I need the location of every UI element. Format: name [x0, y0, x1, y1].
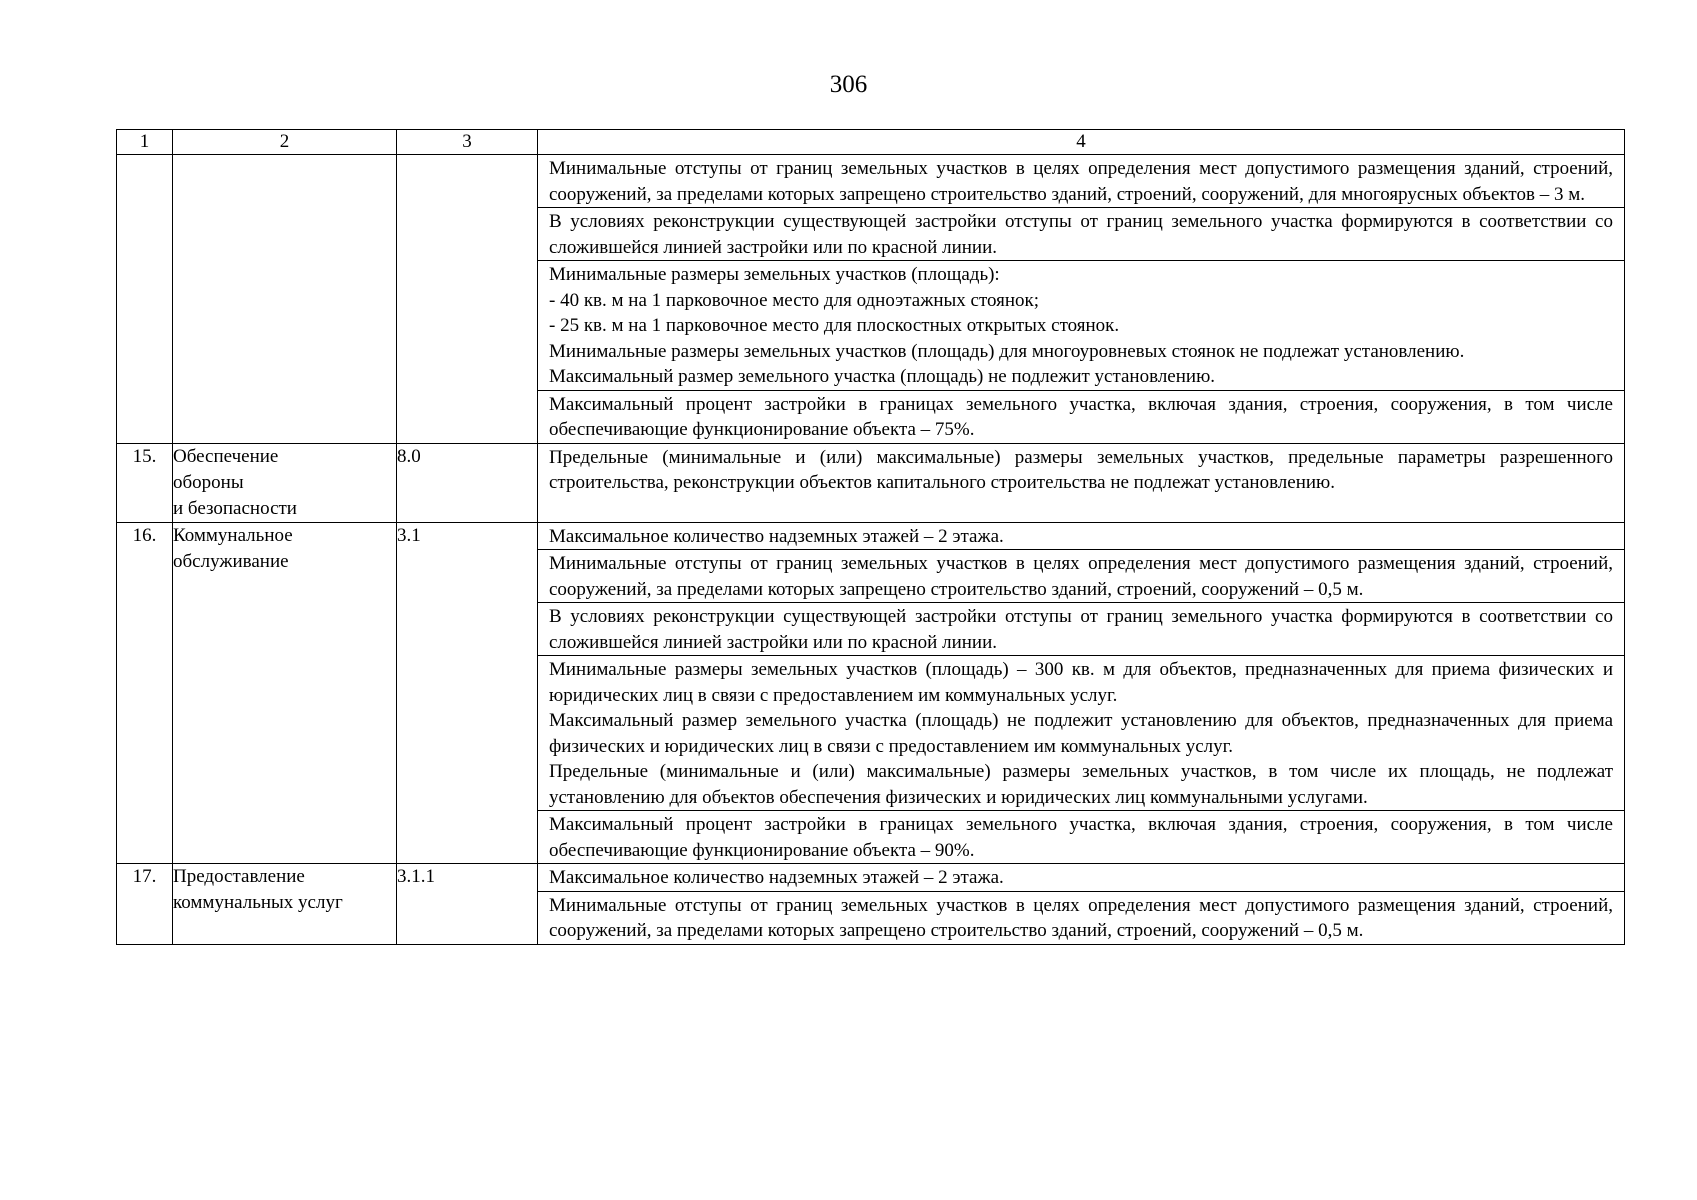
requirement-paragraph: Минимальные отступы от границ земельных участков в целях определения мест допустимого размещения зданий, строений, сооружений, за пределами которых запрещено строительство зданий, строений, сооружений – 0,5 м. — [549, 553, 1613, 600]
table-row — [117, 864, 1625, 945]
table-header — [117, 130, 1625, 155]
row-number — [117, 155, 173, 444]
requirements-cell — [538, 155, 1625, 444]
requirement-block — [538, 655, 1624, 810]
requirement-paragraph: Максимальный размер земельного участка (площадь) не подлежит установлению для объектов, предназначенных для приема физических и юридических лиц в связи с предоставлением им коммунальных услуг. — [549, 710, 1613, 757]
requirement-paragraph: Предельные (минимальные и (или) максимальные) размеры земельных участков, в том числе их площадь, не подлежат установлению для объектов обеспечения физических и юридических лиц коммунальными услугами. — [549, 761, 1613, 808]
land-use-name — [173, 522, 397, 864]
land-use-name — [173, 443, 397, 522]
requirements-cell — [538, 864, 1625, 945]
requirement-paragraph: Минимальные размеры земельных участков (площадь): — [549, 264, 1000, 285]
requirement-paragraph: - 25 кв. м на 1 парковочное место для плоскостных открытых стоянок. — [549, 315, 1120, 336]
requirement-paragraph: Предельные (минимальные и (или) максимальные) размеры земельных участков, предельные параметры разрешенного строительства, реконструкции объектов капитального строительства не подлежат установлению. — [549, 446, 1613, 493]
requirement-block — [538, 549, 1624, 602]
requirement-block — [538, 864, 1624, 891]
header-col-1: 1 — [117, 130, 173, 155]
requirement-block — [538, 207, 1624, 260]
land-use-code — [397, 155, 538, 444]
requirement-block — [538, 523, 1624, 550]
requirements-cell — [538, 522, 1625, 864]
land-use-name-line: Предоставление — [173, 866, 305, 887]
requirement-paragraph: Минимальные отступы от границ земельных участков в целях определения мест допустимого размещения зданий, строений, сооружений, за пределами которых запрещено строительство зданий, строений, сооружений – 0,5 м. — [549, 894, 1613, 941]
requirement-block — [538, 810, 1624, 863]
table-row — [117, 155, 1625, 444]
land-use-name-line: и безопасности — [173, 497, 297, 519]
requirement-paragraph: - 40 кв. м на 1 парковочное место для одноэтажных стоянок; — [549, 289, 1040, 311]
row-number: 16. — [117, 522, 173, 864]
row-number: 15. — [117, 443, 173, 522]
table-row — [117, 443, 1625, 522]
land-use-code: 3.1.1 — [397, 864, 538, 945]
header-col-2: 2 — [173, 130, 397, 155]
table-row — [117, 522, 1625, 864]
requirement-paragraph: В условиях реконструкции существующей застройки отступы от границ земельного участка формируются в соответствии со сложившейся линией застройки или по красной линии. — [549, 606, 1613, 653]
requirements-cell — [538, 443, 1625, 522]
requirement-paragraph: Минимальные размеры земельных участков (площадь) для многоуровневых стоянок не подлежат установлению. — [549, 340, 1465, 362]
requirement-block — [538, 260, 1624, 390]
land-use-code: 3.1 — [397, 522, 538, 864]
requirement-paragraph: Максимальное количество надземных этажей – 2 этажа. — [549, 525, 1004, 547]
land-use-name — [173, 155, 397, 444]
land-use-code: 8.0 — [397, 443, 538, 522]
requirement-paragraph: Максимальный процент застройки в границах земельного участка, включая здания, строения, сооружения, в том числе обеспечивающие функционирование объекта – 75%. — [549, 393, 1613, 440]
land-use-name-line: обслуживание — [173, 550, 289, 572]
land-use-name-line: Обеспечение — [173, 445, 279, 467]
header-col-4: 4 — [538, 130, 1625, 155]
requirement-block — [538, 444, 1624, 496]
header-col-3: 3 — [397, 130, 538, 155]
land-use-name-line: обороны — [173, 471, 244, 493]
row-number: 17. — [117, 864, 173, 945]
requirement-block — [538, 602, 1624, 655]
land-use-name-line: Коммунальное — [173, 524, 293, 546]
requirement-block — [538, 891, 1624, 944]
land-use-name — [173, 864, 397, 945]
requirement-block — [538, 155, 1624, 207]
land-use-name-line: коммунальных услуг — [173, 892, 343, 913]
table-body — [117, 155, 1625, 945]
requirement-paragraph: Максимальное количество надземных этажей – 2 этажа. — [549, 867, 1004, 888]
regulations-table — [116, 129, 1625, 945]
requirement-block — [538, 390, 1624, 443]
requirement-paragraph: Минимальные размеры земельных участков (площадь) – 300 кв. м для объектов, предназначенных для приема физических и юридических лиц в связи с предоставлением им коммунальных услуг. — [549, 659, 1613, 706]
requirement-paragraph: В условиях реконструкции существующей застройки отступы от границ земельного участка формируются в соответствии со сложившейся линией застройки или по красной линии. — [549, 211, 1613, 258]
requirement-paragraph: Максимальный размер земельного участка (площадь) не подлежит установлению. — [549, 366, 1216, 387]
page-number: 306 — [829, 71, 868, 98]
requirement-paragraph: Максимальный процент застройки в границах земельного участка, включая здания, строения, сооружения, в том числе обеспечивающие функционирование объекта – 90%. — [549, 814, 1613, 861]
requirement-paragraph: Минимальные отступы от границ земельных участков в целях определения мест допустимого размещения зданий, строений, сооружений, за пределами которых запрещено строительство зданий, строений, сооружений, для многоярусных объектов – 3 м. — [549, 158, 1613, 205]
